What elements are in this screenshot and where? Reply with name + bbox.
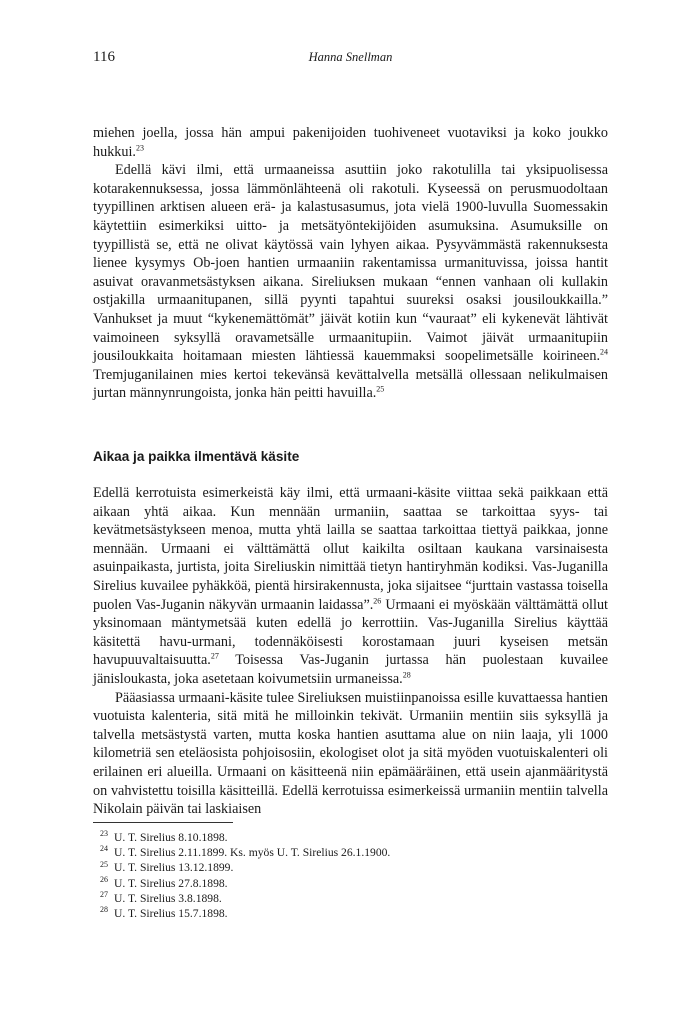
footnote-number: 27 <box>100 889 108 899</box>
paragraph <box>93 689 608 819</box>
paragraph <box>93 161 608 403</box>
paragraph-text: Pääasiassa urmaani-käsite tulee Sireliuksen muistiinpanoissa esille kuvattaessa hantien vuotuista kalenteria, sitä mitä he milloinkin tekivät. Urmaniin mentiin siis syksyllä ja talvella metsästystä varten, mutta koska hantien asuttama alue on niin laaja, yli 1000 kilometriä sen eteläosista pohjoisosiin, ekologiset olot ja sitä myöden vuotuiskalenteri oli erilainen eri alueilla. Urmaani on käsitteenä niin epämääräinen, että usein ajanmääritystä on vahvistettu toisilla käsitteillä. Edellä kerrotuissa esimerkeissä urmaniin mentiin talvella Nikolain päivän tai laskiaisen <box>93 689 608 818</box>
section-body-2 <box>93 484 608 819</box>
footnote <box>100 845 600 860</box>
paragraph-text: miehen joella, jossa hän ampui pakenijoiden tuohiveneet vuotaviksi ja koko joukko hukkui. <box>93 125 608 160</box>
footnote <box>100 906 600 921</box>
footnote-ref: 24 <box>600 347 608 357</box>
footnote-number: 28 <box>100 905 108 915</box>
page-number: 116 <box>93 49 115 65</box>
footnotes <box>100 830 600 921</box>
footnote-ref: 28 <box>402 670 411 680</box>
footnote-number: 26 <box>100 874 108 884</box>
paragraph <box>93 484 608 689</box>
running-head-author: Hanna Snellman <box>308 50 393 64</box>
footnote-text: U. T. Sirelius 13.12.1899. <box>114 861 234 875</box>
paragraph <box>93 124 608 161</box>
footnote-ref: 27 <box>210 651 219 661</box>
footnote-text: U. T. Sirelius 8.10.1898. <box>114 831 228 844</box>
paragraph-text: Edellä kerrotuista esimerkeistä käy ilmi, että urmaani-käsite viittaa sekä paikkaan että aikaan yhtä aikaa. Kun mennään urmaniin, saattaa se tarkoittaa syys- tai kevätmetsästykseen menoa, mutta yhtä lailla se saattaa tarkoittaa tiettyä paikkaa, jonne mennään. Urmaani ei välttämättä ollut kaikilta osiltaan kaukana varsinaisesta asuinpaikasta, jurtista, joita Sireliuskin nimittää tietyn hantiryhmän kodiksi. Vas-Juganilla Sirelius kuvailee pyhäkköä, pientä hirsirakennusta, joka sijaitsee “jurttain vastassa toisella puolen Vas-Juganin näkyvän urmaanin laidassa”. <box>93 485 608 613</box>
footnote-ref: 23 <box>135 142 144 152</box>
paragraph-text: Toisessa Vas-Juganin jurtassa hän puolestaan kuvailee jänisloukasta, joka asetetaan koivumetsiin urmaneissa. <box>93 652 608 687</box>
paragraph-text: Tremjuganilainen mies kertoi tekevänsä kevättalvella metsällä ollessaan nelikulmaisen jurtan männynrungoista, jonka hän peitti havuilla. <box>93 366 608 402</box>
paragraph-text: Edellä kävi ilmi, että urmaaneissa asuttiin joko rakotulilla tai yksipuolisessa kotarakennuksessa, jossa lämmönlähteenä oli rakotuli. Kyseessä on perusmuodoltaan tyypillinen arktisen alueen erä- ja kalastusasumus, jota vielä 1900-luvulla Suomessakin käytettiin esimerkiksi uitto- ja metsätyöntekijöiden asumuksina. Asumuksille on tyypillistä se, että ne olivat käytössä vain lyhyen aikaa. Pysyvämmästä rakennuksesta lienee kysymys Ob-joen hantien urmaaniin rakentamissa urmanituvissa, joissa hantit asuivat oravanmetsästyksen aikana. Sireliuksen mukaan “ennen vanhaan oli kullakin ostjakilla urmaanitupanen, sillä pyynti tapahtui suureksi osaksi jousiloukkailla.” Vanhukset ja muut “kykenemättömät” jäivät kotiin kun “vauraat” eli kykenevät lähtivät vaimoineen syksyllä oravametsälle urmaanitupiin. Vaimot jäivät urmaanitupiin jousiloukkaita hoitamaan miesten lähtiessä kauemmaksi soopelimetsälle koirineen. <box>93 162 608 365</box>
footnote-number: 23 <box>100 829 108 839</box>
paragraph-text: Urmaani ei myöskään välttämättä ollut yksinomaan mäntymetsää kuten edellä jo kerrottiin. Vas-Juganilla Sirelius käyttää käsitettä havu-urmani, todennäköisesti korostamaan juuri kyseisen metsän havupuuvaltaisuutta. <box>93 596 608 669</box>
footnote-text: U. T. Sirelius 2.11.1899. Ks. myös U. T. Sirelius 26.1.1900. <box>114 846 391 860</box>
footnote-number: 24 <box>100 844 108 854</box>
footnote <box>100 876 600 891</box>
footnote <box>100 860 600 875</box>
footnote-text: U. T. Sirelius 3.8.1898. <box>114 891 222 905</box>
footnote-ref: 25 <box>376 384 385 394</box>
footnote-number: 25 <box>100 859 108 869</box>
footnote <box>100 830 600 845</box>
footnote-text: U. T. Sirelius 27.8.1898. <box>114 876 228 890</box>
section-heading: Aikaa ja paikka ilmentävä käsite <box>93 449 300 464</box>
footnote-text: U. T. Sirelius 15.7.1898. <box>114 907 228 921</box>
footnote-ref: 26 <box>373 595 382 605</box>
page-header <box>93 49 608 69</box>
footnote <box>100 891 600 906</box>
footnote-separator <box>93 822 233 823</box>
section-body-1 <box>93 124 608 403</box>
